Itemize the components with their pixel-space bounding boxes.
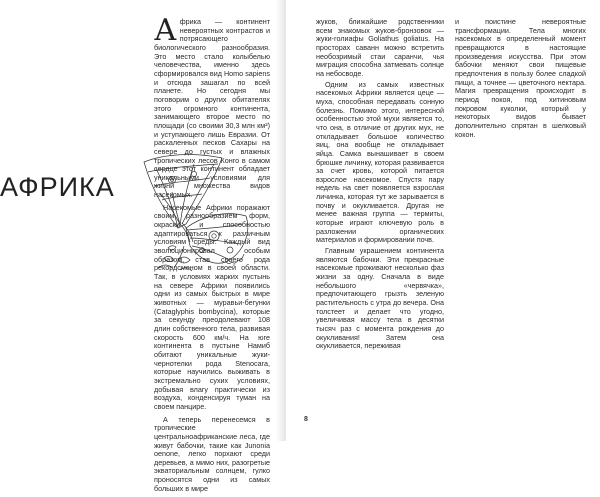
right-page-column-1: [316, 18, 444, 353]
paragraph: А теперь перенесемся в тропические центральноафриканские леса, где живут бабочки, такие как Junonia oenone, легко порхают среди деревьев, а мимо них, разогретые экваториальным солнцем, гулко проносятся одни из самых больших в мире: [154, 414, 270, 493]
right-page-column-2: [455, 18, 586, 141]
paragraph: жуков, ближайшие родственники всем знакомых жуков-бронзовок — жуки-голиафы Goliathus goliatus. На просторах саванн можно встретить необозримый стаи саранчи, чья миграция способна затмевать солнце на небосводе.: [316, 17, 444, 78]
chapter-title: АФРИКА: [0, 172, 115, 202]
paragraph: Насекомые Африки поражают своим разнообразием форм, окраски и способностью адаптироваться к различным условиям среды. Каждый вид эволюционировал особым образом, став своего рода рекордсменом в своей области. Так, в условиях жарких пустынь на севере Африки появились одни из самых быстрых в мире животных — муравьи-бегунки (Cataglyphis bombycina), которые за секунду преодолевают 108 длин собственного тела, развивая скорость 600 км/ч. На юге континента в пустыне Намиб обитают уникальные жуки-чернотелки рода Stenocara, которые научились выживать в экстремально сухих условиях, добывая влагу практически из воздуха, конденсируя туман на своем панцире.: [154, 202, 270, 411]
paragraph-text: фрика — континент невероятных контрастов и потрясающего биологического разнообразия. Это место стало колыбелью человечества, именно здесь сформировался вид Homo sapiens и отсюда зашагал по всей планете. Но сегодня мы поговорим о других обитателях этого огромного континента, занимающего второе место по площади (со своими 30,3 млн км²) и уступающего лишь Евразии. От раскаленных песков Сахары на севере до густых и влажных тропических лесов Конго в самом сердце этот континент обладает уникальными условиями для жизни множества видов насекомых.: [154, 17, 270, 200]
left-page-text-column: [154, 13, 270, 497]
paragraph: [154, 13, 270, 200]
paragraph: Одним из самых известных насекомых Африки является цеце — муха, способная передавать сонную болезнь. Помимо этого, интересной особенностью этой мухи является то, что она, в отличие от других мух, не откладывает большое количество яиц, она вообще не откладывает яйца. Самка вынашивает в своем брюшке личинку, которая развивается за счет кровь, которой питается взрослое насекомое. Спустя пару недель на свет появляется взрослая личинка, которая тут же зарывается в почву и окукливается. Другая не менее важная группа — термиты, которые играют ключевую роль в разложении органических материалов и формировании почв.: [316, 79, 444, 245]
drop-cap: А: [154, 13, 177, 48]
page-number: 8: [304, 416, 308, 423]
paragraph: и поистине невероятные трансформации. Тела многих насекомых в определенный момент превращаются в настоящие произведения искусства. При этом бабочки меняют свои пищевые предпочтения в пользу более сладкой пищи, а точнее — цветочного нектара. Магия превращения происходит в период покоя, под хитиновым покровом куколки, который у некоторых видов бывает дополнительно спрятан в шелковый кокон.: [455, 17, 586, 139]
left-page: [0, 0, 286, 493]
paragraph: Главным украшением континента являются бабочки. Эти прекрасные насекомые проживают несколько фаз жизни за одну. Сначала в виде небольшого «червячка», предпочитающего грызть зеленую растительность с утра до вечера. Она толстеет и делает что угодно, увеличивая массу тела в десятки тысяч раз с момента рождения до окукливания! Затем она окукливается, переживая: [316, 246, 444, 351]
